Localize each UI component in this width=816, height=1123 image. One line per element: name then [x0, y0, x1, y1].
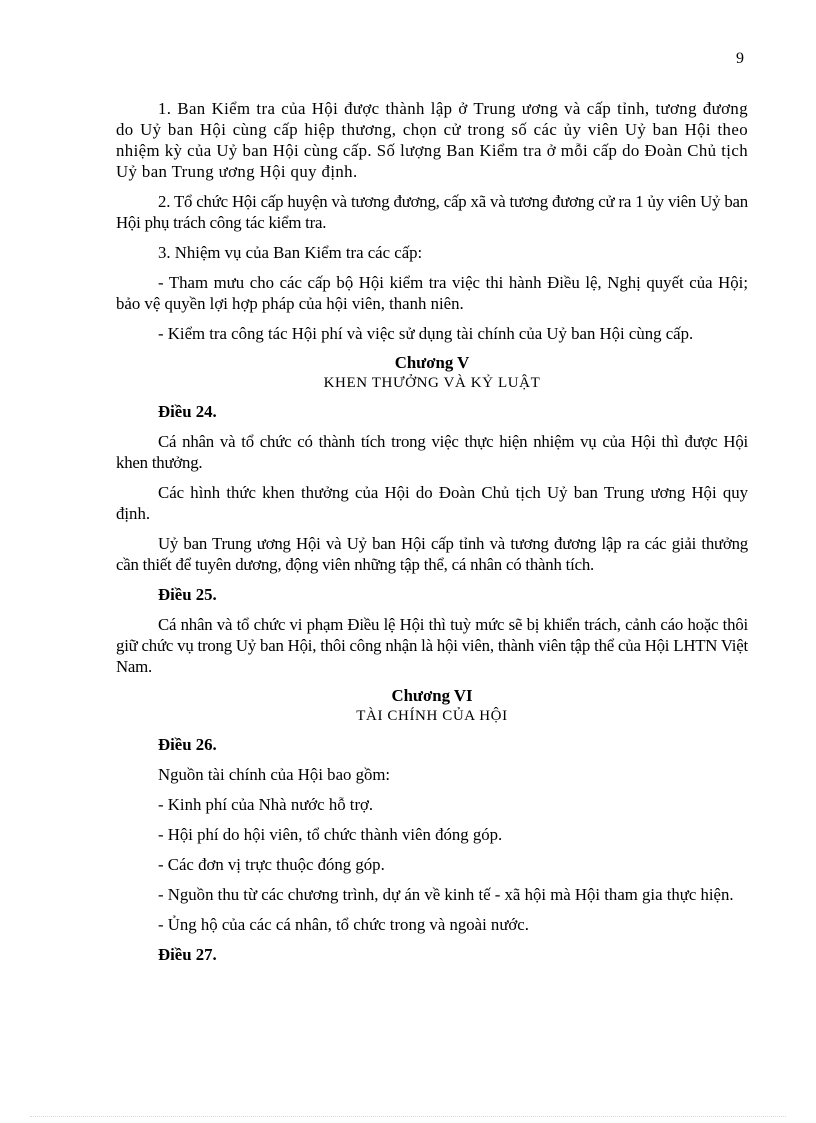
paragraph: 3. Nhiệm vụ của Ban Kiểm tra các cấp:	[158, 243, 423, 262]
chapter-heading	[116, 353, 748, 393]
chapter-title: Chương V	[394, 353, 470, 372]
page-number: 9	[736, 50, 744, 67]
chapter-heading	[116, 686, 748, 726]
article-heading: Điều 25.	[158, 585, 217, 604]
document-body	[116, 98, 748, 974]
paragraph: Uỷ ban Trung ương Hội và Uỷ ban Hội cấp tỉnh và tương đương lập ra các giải thưởng cần thiết để tuyên dương, động viên những tập thể, cá nhân có thành tích.	[116, 534, 748, 574]
paragraph: - Ủng hộ của các cá nhân, tổ chức trong và ngoài nước.	[158, 915, 529, 934]
paragraph: Các hình thức khen thưởng của Hội do Đoàn Chủ tịch Uỷ ban Trung ương Hội quy định.	[116, 483, 748, 523]
article-heading: Điều 27.	[158, 945, 217, 964]
paragraph: - Tham mưu cho các cấp bộ Hội kiểm tra việc thi hành Điều lệ, Nghị quyết của Hội; bảo vệ quyền lợi hợp pháp của hội viên, thanh niên.	[116, 273, 748, 313]
paragraph: 1. Ban Kiểm tra của Hội được thành lập ở Trung ương và cấp tỉnh, tương đương do Uỷ ban Hội cùng cấp hiệp thương, chọn cử trong số các ủy viên Uỷ ban Hội theo nhiệm kỳ của Uỷ ban Hội cùng cấp. Số lượng Ban Kiểm tra ở mỗi cấp do Đoàn Chủ tịch Uỷ ban Trung ương Hội quy định.	[116, 99, 748, 181]
chapter-subtitle: KHEN THƯỞNG VÀ KỶ LUẬT	[323, 375, 541, 391]
chapter-title: Chương VI	[391, 686, 473, 705]
paragraph: - Kinh phí của Nhà nước hỗ trợ.	[158, 795, 374, 814]
paragraph: - Các đơn vị trực thuộc đóng góp.	[158, 855, 385, 874]
article-heading: Điều 26.	[158, 735, 217, 754]
paragraph: - Kiểm tra công tác Hội phí và việc sử dụng tài chính của Uỷ ban Hội cùng cấp.	[158, 324, 694, 343]
paragraph: - Nguồn thu từ các chương trình, dự án về kinh tế - xã hội mà Hội tham gia thực hiện.	[158, 885, 734, 904]
article-heading: Điều 24.	[158, 402, 217, 421]
chapter-subtitle: TÀI CHÍNH CỦA HỘI	[356, 708, 508, 724]
paragraph: Nguồn tài chính của Hội bao gồm:	[158, 765, 391, 784]
paragraph: Cá nhân và tổ chức có thành tích trong việc thực hiện nhiệm vụ của Hội thì được Hội khen thưởng.	[116, 432, 748, 472]
paragraph: 2. Tổ chức Hội cấp huyện và tương đương, cấp xã và tương đương cử ra 1 ủy viên Uỷ ban Hội phụ trách công tác kiểm tra.	[116, 192, 748, 232]
paragraph: Cá nhân và tổ chức vi phạm Điều lệ Hội thì tuỳ mức sẽ bị khiển trách, cảnh cáo hoặc thôi giữ chức vụ trong Uỷ ban Hội, thôi công nhận là hội viên, thành viên tập thể của Hội LHTN Việt Nam.	[116, 615, 748, 676]
page-bottom-border	[30, 1116, 786, 1117]
paragraph: - Hội phí do hội viên, tổ chức thành viên đóng góp.	[158, 825, 503, 844]
